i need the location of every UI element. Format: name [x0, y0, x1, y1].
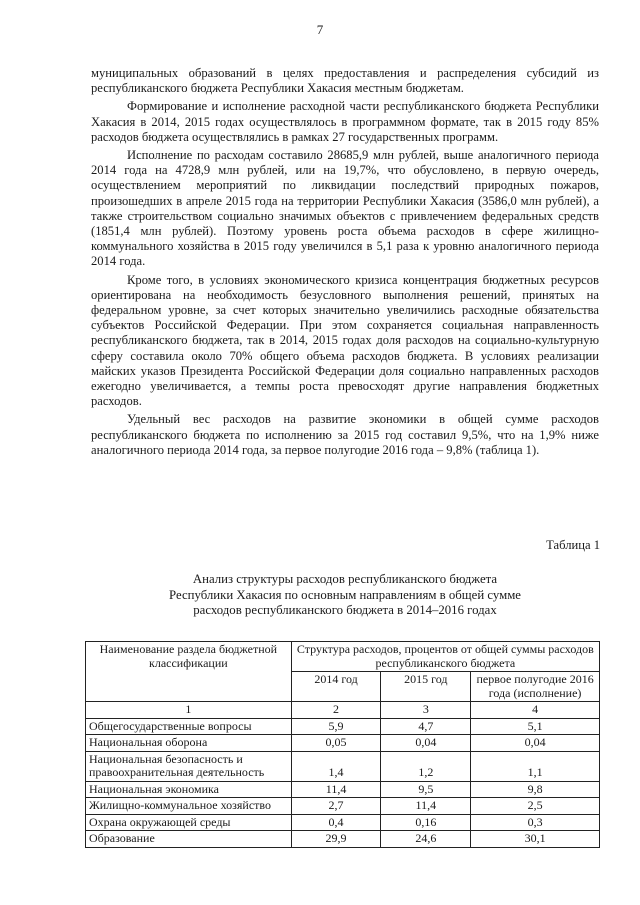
table-row	[86, 751, 600, 781]
value-2015: 4,7	[381, 718, 471, 735]
table-title-line: Республики Хакасия по основным направлениям в общей сумме	[169, 587, 521, 602]
value-2014: 5,9	[291, 718, 381, 735]
value-2014: 0,05	[291, 735, 381, 752]
header-year-2014: 2014 год	[291, 672, 381, 702]
value-2014: 1,4	[291, 751, 381, 781]
table-row	[86, 814, 600, 831]
value-2014: 11,4	[291, 781, 381, 798]
value-2016: 0,3	[471, 814, 600, 831]
column-number: 3	[381, 702, 471, 719]
value-2014: 0,4	[291, 814, 381, 831]
value-2016: 5,1	[471, 718, 600, 735]
row-name: Образование	[86, 831, 292, 848]
row-name: Общегосударственные вопросы	[86, 718, 292, 735]
table-row	[86, 798, 600, 815]
table-row	[86, 735, 600, 752]
row-name: Охрана окружающей среды	[86, 814, 292, 831]
column-number-row	[86, 702, 600, 719]
value-2016: 2,5	[471, 798, 600, 815]
value-2014: 29,9	[291, 831, 381, 848]
column-number: 4	[471, 702, 600, 719]
paragraph: Формирование и исполнение расходной части республиканского бюджета Республики Хакасия в 2014, 2015 годах осуществлялось в программном формате, так в 2015 году 85% расходов бюджета осуществлялись в рамках 27 государственных программ.	[91, 99, 599, 144]
body-text	[91, 66, 599, 461]
table-row	[86, 831, 600, 848]
value-2015: 0,16	[381, 814, 471, 831]
value-2015: 24,6	[381, 831, 471, 848]
row-name: Национальная безопасность и правоохранительная деятельность	[86, 751, 292, 781]
row-name: Жилищно-коммунальное хозяйство	[86, 798, 292, 815]
paragraph: муниципальных образований в целях предоставления и распределения субсидий из республиканского бюджета Республики Хакасия местным бюджетам.	[91, 66, 599, 96]
value-2016: 0,04	[471, 735, 600, 752]
column-number: 2	[291, 702, 381, 719]
paragraph: Удельный вес расходов на развитие экономики в общей сумме расходов республиканского бюджета по исполнению за 2015 год составил 9,5%, что на 1,9% ниже аналогичного периода 2014 года, за первое полугодие 2016 года – 9,8% (таблица 1).	[91, 412, 599, 457]
table-row	[86, 781, 600, 798]
header-structure: Структура расходов, процентов от общей суммы расходов республиканского бюджета	[291, 642, 599, 672]
table-label: Таблица 1	[546, 538, 600, 552]
table-title	[91, 572, 599, 619]
paragraph: Кроме того, в условиях экономического кризиса концентрация бюджетных ресурсов ориентирована на необходимость безусловного выполнения решений, принятых на федеральном уровне, за счет которых значительно увеличились расходные обязательства субъектов Российской Федерации. При этом сохраняется социальная направленность республиканского бюджета, так в 2014, 2015 годах доля расходов на социально-культурную сферу составила около 70% общего объема расходов бюджета. В условиях реализации майских указов Президента Российской Федерации доля социально направленных расходов ежегодно увеличивается, а темпы роста превосходят другие направления бюджетных расходов.	[91, 272, 599, 409]
row-name: Национальная экономика	[86, 781, 292, 798]
expenditure-structure-table	[85, 641, 600, 848]
page-number: 7	[316, 22, 324, 37]
table-title-line: расходов республиканского бюджета в 2014–2016 годах	[193, 603, 497, 617]
table-row	[86, 718, 600, 735]
row-name: Национальная оборона	[86, 735, 292, 752]
header-year-2015: 2015 год	[381, 672, 471, 702]
value-2015: 1,2	[381, 751, 471, 781]
header-section-name: Наименование раздела бюджетной классификации	[86, 642, 292, 702]
column-number: 1	[86, 702, 292, 719]
value-2016: 30,1	[471, 831, 600, 848]
table-title-line: Анализ структуры расходов республиканского бюджета	[192, 572, 498, 586]
value-2016: 1,1	[471, 751, 600, 781]
value-2014: 2,7	[291, 798, 381, 815]
table-header-row	[86, 642, 600, 672]
value-2016: 9,8	[471, 781, 600, 798]
value-2015: 11,4	[381, 798, 471, 815]
paragraph: Исполнение по расходам составило 28685,9 млн рублей, выше аналогичного периода 2014 года на 4728,9 млн рублей, или на 19,7%, что обусловлено, в первую очередь, осуществлением мероприятий по ликвидации последствий природных пожаров, произошедших в апреле 2015 года на территории Республики Хакасия (3586,0 млн рублей), а также строительством социально значимых объектов с привлечением федеральных средств (1851,4 млн рублей). Поэтому уровень роста объема расходов в сфере жилищно-коммунального хозяйства в 2015 году увеличился в 5,1 раза к уровню аналогичного периода 2014 года.	[91, 148, 599, 269]
value-2015: 9,5	[381, 781, 471, 798]
value-2015: 0,04	[381, 735, 471, 752]
header-half-2016: первое полугодие 2016 года (исполнение)	[471, 672, 600, 702]
